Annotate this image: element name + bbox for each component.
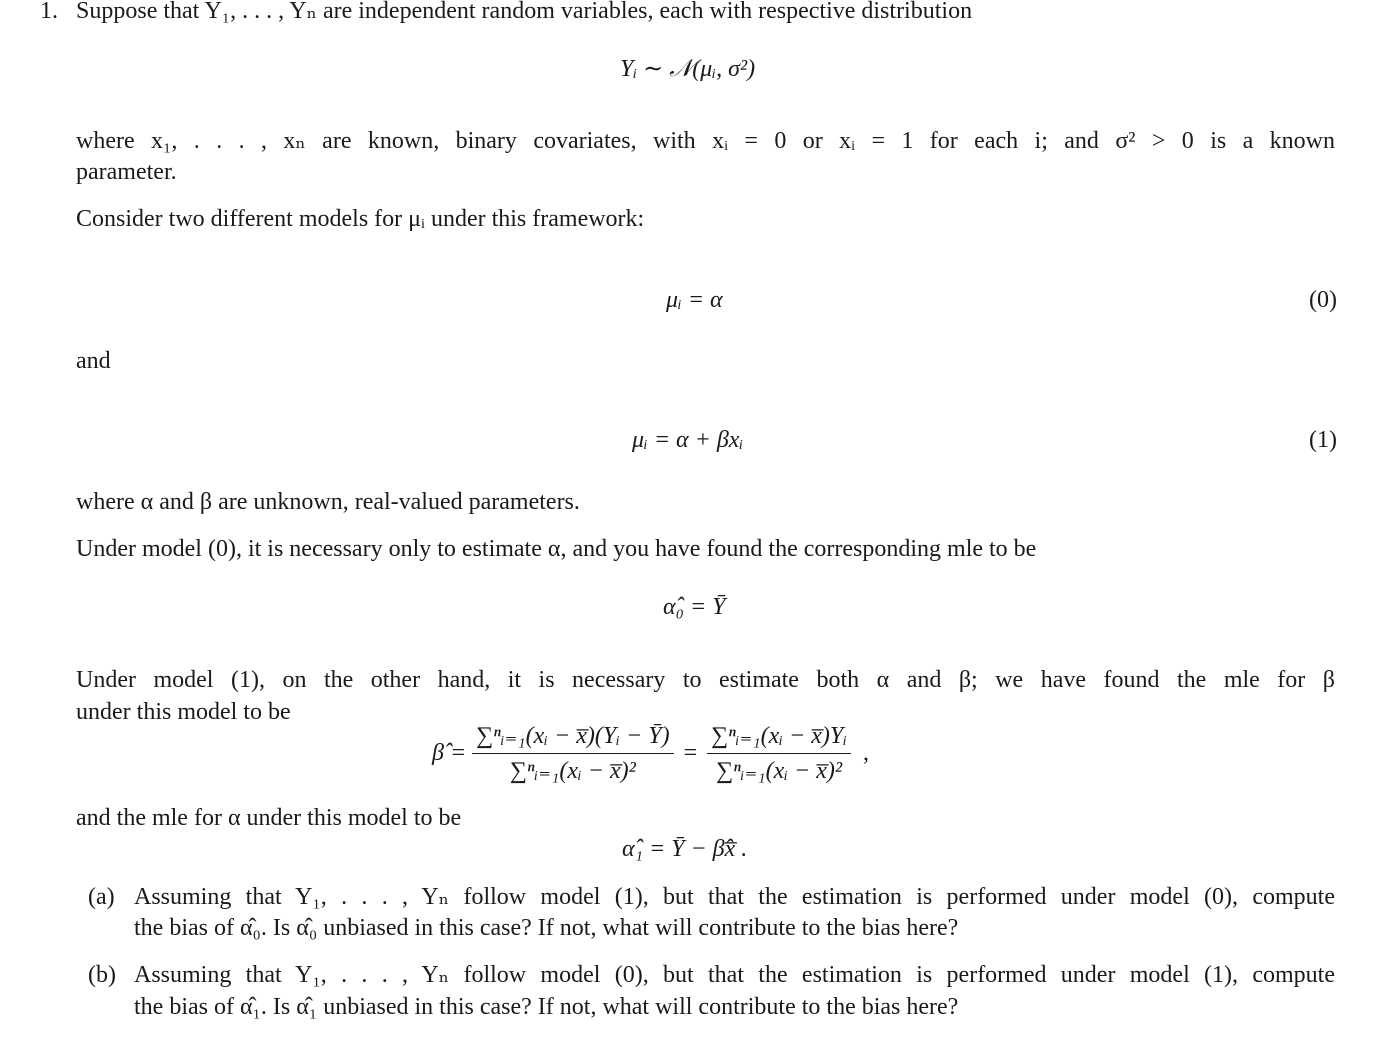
beta-denominator-1: ∑ⁿᵢ₌₁(xᵢ − x̅)² (509, 757, 636, 784)
and-text: and (76, 348, 111, 374)
beta-equation (432, 718, 869, 788)
problem-number: 1. (40, 0, 58, 24)
fraction-bar (707, 753, 851, 754)
part-b-label: (b) (88, 962, 116, 988)
model1-number: (1) (1309, 427, 1337, 453)
parameters-text: where α and β are unknown, real-valued parameters. (76, 489, 580, 515)
part-a-line1: Assuming that Y₁, . . . , Yₙ follow model (1), but that the estimation is performed under model (0), compute (134, 884, 1335, 910)
beta-equals: = (683, 740, 698, 766)
distribution-equation: Yᵢ ∼ 𝒩(μᵢ, σ²) (620, 56, 756, 82)
beta-numerator-2: ∑ⁿᵢ₌₁(xᵢ − x̅)Yᵢ (711, 722, 848, 749)
consider-text: Consider two different models for μᵢ under this framework: (76, 206, 645, 232)
beta-fraction-2 (707, 721, 851, 786)
beta-numerator-1: ∑ⁿᵢ₌₁(xᵢ − x̅)(Yᵢ − Ȳ) (476, 722, 670, 749)
covariates-text-line2: parameter. (76, 159, 177, 185)
model0-number: (0) (1309, 287, 1337, 313)
covariates-text-line1: where x₁, . . . , xₙ are known, binary covariates, with xᵢ = 0 or xᵢ = 1 for each i; and σ² > 0 is a known (76, 128, 1335, 154)
alpha0-equation: α̂₀ = Ȳ (663, 594, 726, 620)
part-a-line2: the bias of α̂₀. Is α̂₀ unbiased in this case? If not, what will contribute to the bias here? (134, 915, 959, 941)
part-b-line2: the bias of α̂₁. Is α̂₁ unbiased in this case? If not, what will contribute to the bias here? (134, 994, 959, 1020)
beta-fraction-1 (472, 721, 673, 786)
under-model1-text-line1: Under model (1), on the other hand, it is necessary to estimate both α and β; we have found the mle for β (76, 667, 1335, 693)
under-model1-text-line2: under this model to be (76, 699, 291, 725)
part-a-label: (a) (88, 884, 115, 910)
fraction-bar (472, 753, 673, 754)
alpha1-equation: α̂₁ = Ȳ − β̂x̅ . (622, 836, 748, 862)
beta-denominator-2: ∑ⁿᵢ₌₁(xᵢ − x̅)² (716, 757, 843, 784)
beta-lhs: β̂ = (432, 740, 467, 766)
alpha-mle-text: and the mle for α under this model to be (76, 805, 462, 831)
intro-text: Suppose that Y₁, . . . , Yₙ are independent random variables, each with respective distribution (76, 0, 973, 24)
beta-comma: , (863, 740, 870, 766)
model1-equation: μᵢ = α + βxᵢ (632, 427, 744, 453)
part-b-line1: Assuming that Y₁, . . . , Yₙ follow model (0), but that the estimation is performed under model (1), compute (134, 962, 1335, 988)
model0-equation: μᵢ = α (666, 287, 723, 313)
under-model0-text: Under model (0), it is necessary only to estimate α, and you have found the corresponding mle to be (76, 536, 1037, 562)
